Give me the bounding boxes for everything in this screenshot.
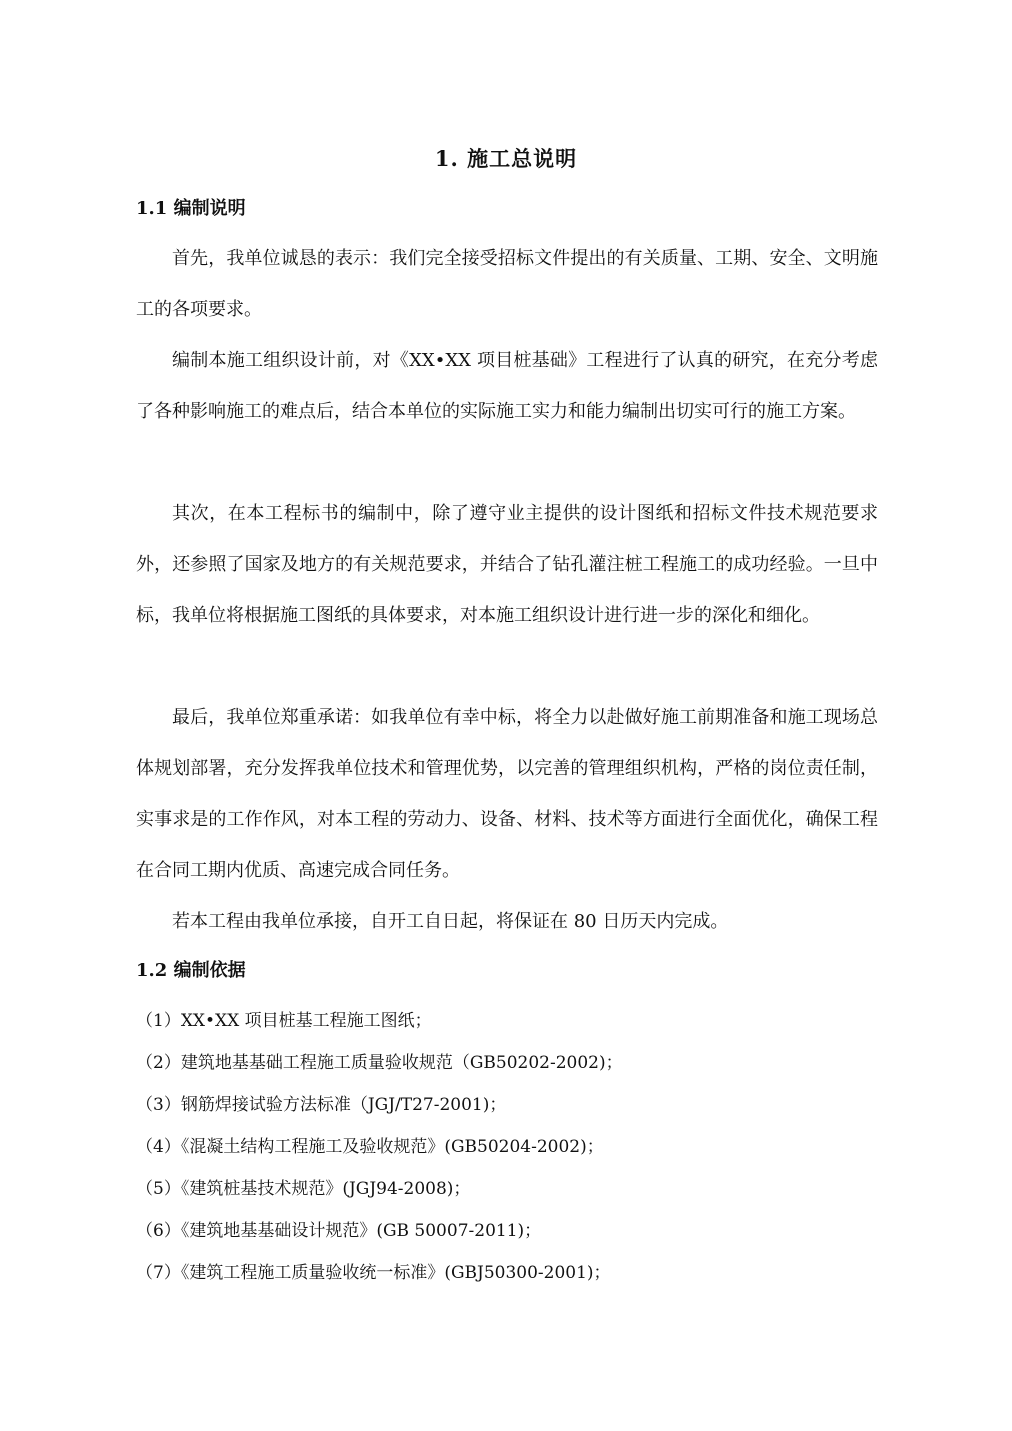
paragraph: 首先，我单位诚恳的表示：我们完全接受招标文件提出的有关质量、工期、安全、文明施工的各项要求。 bbox=[136, 248, 878, 320]
reference-list bbox=[136, 1000, 896, 1294]
reference-item: （5）《建筑桩基技术规范》(JGJ94-2008)； bbox=[136, 1179, 471, 1199]
reference-item: （3）钢筋焊接试验方法标准（JGJ/T27-2001)； bbox=[136, 1095, 507, 1115]
document-title: 1. 施工总说明 bbox=[434, 146, 578, 171]
reference-item: （6）《建筑地基基础设计规范》(GB 50007-2011)； bbox=[136, 1221, 542, 1241]
reference-item: （1）XX•XX 项目桩基工程施工图纸； bbox=[136, 1011, 432, 1031]
reference-item: （4）《混凝土结构工程施工及验收规范》(GB50204-2002)； bbox=[136, 1137, 604, 1157]
paragraph: 其次，在本工程标书的编制中，除了遵守业主提供的设计图纸和招标文件技术规范要求外，还参照了国家及地方的有关规范要求，并结合了钻孔灌注桩工程施工的成功经验。一旦中标，我单位将根据施工图纸的具体要求，对本施工组织设计进行进一步的深化和细化。 bbox=[136, 503, 878, 626]
reference-item: （7）《建筑工程施工质量验收统一标准》(GBJ50300-2001)； bbox=[136, 1263, 611, 1283]
reference-item: （2）建筑地基基础工程施工质量验收规范（GB50202-2002)； bbox=[136, 1053, 623, 1073]
section-heading-preparation-basis: 1.2 编制依据 bbox=[136, 960, 246, 981]
section-heading-preparation-notes: 1.1 编制说明 bbox=[136, 198, 246, 219]
paragraph: 最后，我单位郑重承诺：如我单位有幸中标，将全力以赴做好施工前期准备和施工现场总体规划部署，充分发挥我单位技术和管理优势，以完善的管理组织机构，严格的岗位责任制，实事求是的工作作风，对本工程的劳动力、设备、材料、技术等方面进行全面优化，确保工程在合同工期内优质、高速完成合同任务。 bbox=[136, 707, 878, 881]
paragraph: 若本工程由我单位承接，自开工自日起，将保证在 80 日历天内完成。 bbox=[172, 911, 729, 932]
paragraph: 编制本施工组织设计前，对《XX•XX 项目桩基础》工程进行了认真的研究，在充分考虑了各种影响施工的难点后，结合本单位的实际施工实力和能力编制出切实可行的施工方案。 bbox=[136, 350, 878, 422]
